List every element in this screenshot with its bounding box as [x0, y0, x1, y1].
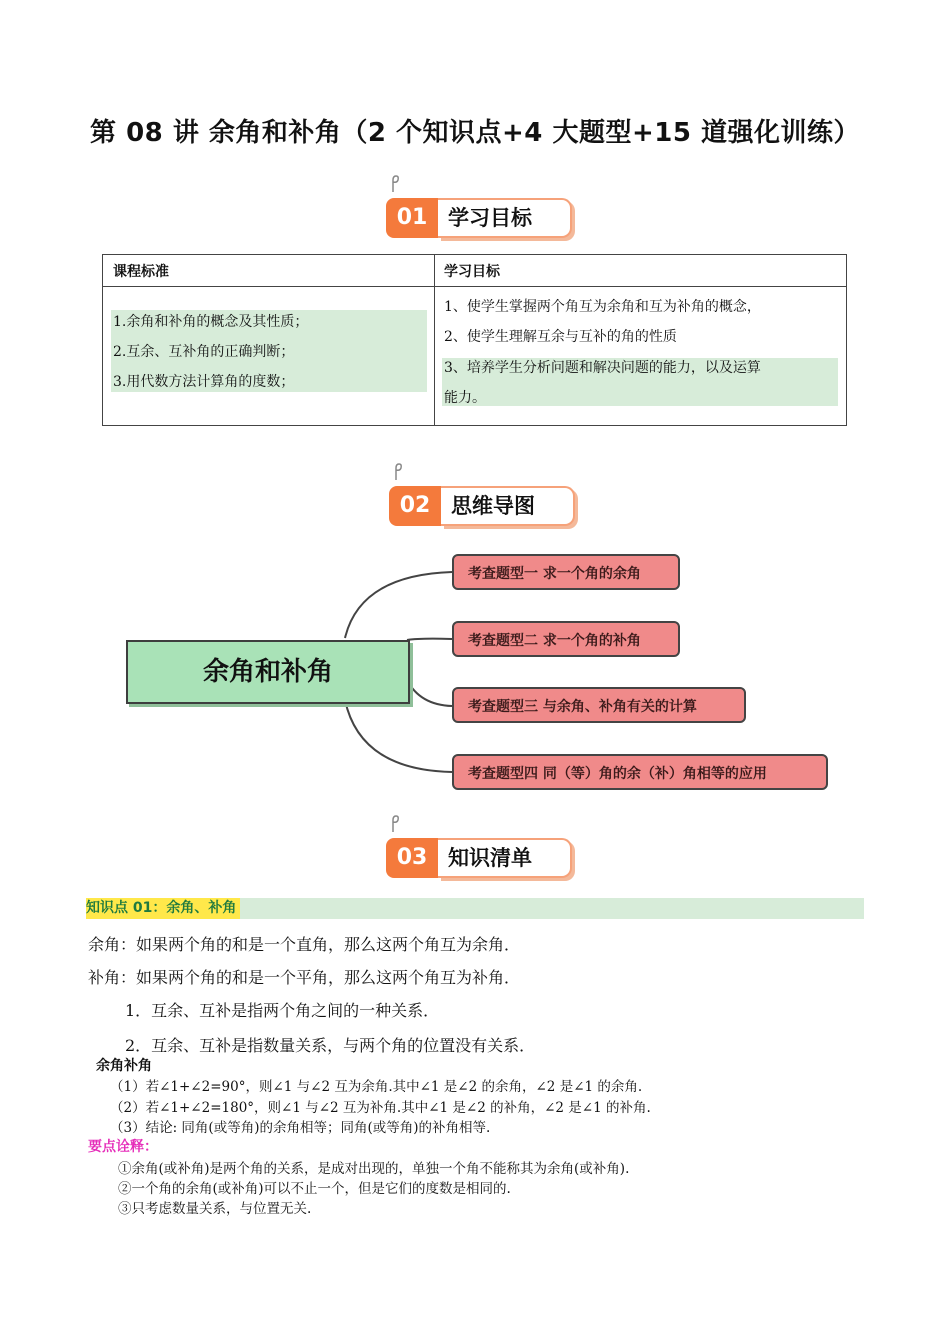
section-badge-mindmap [389, 476, 579, 526]
mindmap-branch: 考查题型二 求一个角的补角 [452, 621, 680, 657]
definition-supplementary: 补角：如果两个角的和是一个平角，那么这两个角互为补角． [88, 968, 521, 987]
mindmap-branch: 考查题型三 与余角、补角有关的计算 [452, 687, 746, 723]
section-label: 学习目标 [438, 198, 572, 238]
table-header-goals: 学习目标 [444, 264, 500, 280]
mindmap-branch: 考查题型四 同（等）角的余（补）角相等的应用 [452, 754, 828, 790]
note-item: 1．互余、互补是指两个角之间的一种关系． [125, 1001, 440, 1020]
key-point-item: ②一个角的余角(或补角)可以不止一个，但是它们的度数是相同的. [118, 1181, 511, 1197]
rule-item: （3）结论: 同角(或等角)的余角相等；同角(或等角)的补角相等. [110, 1120, 491, 1136]
note-item: 2．互余、互补是指数量关系，与两个角的位置没有关系． [125, 1036, 536, 1055]
definition-complementary: 余角：如果两个角的和是一个直角，那么这两个角互为余角． [88, 935, 521, 954]
key-points-title: 要点诠释： [88, 1139, 158, 1155]
section-label: 思维导图 [441, 486, 575, 526]
section-badge-knowledge [386, 828, 576, 878]
objectives-table [102, 254, 847, 426]
rule-item: （2）若∠1+∠2=180°，则∠1 与∠2 互为补角.其中∠1 是∠2 的补角，∠2 是∠1 的补角. [110, 1100, 651, 1116]
goal-item: 2、使学生理解互余与互补的角的性质 [444, 329, 677, 345]
subsection-title: 余角补角 [96, 1058, 152, 1074]
pin-icon [386, 174, 400, 194]
table-header-standards: 课程标准 [113, 264, 169, 280]
standard-item: 3.用代数方法计算角的度数； [113, 374, 295, 390]
goal-item: 3、培养学生分析问题和解决问题的能力，以及运算 [444, 360, 761, 376]
section-badge-objectives [386, 188, 576, 238]
key-point-item: ③只考虑数量关系，与位置无关. [118, 1201, 312, 1217]
goal-item: 能力。 [444, 390, 486, 406]
key-point-item: ①余角(或补角)是两个角的关系，是成对出现的，单独一个角不能称其为余角(或补角). [118, 1161, 630, 1177]
standard-item: 1.余角和补角的概念及其性质； [113, 314, 309, 330]
pin-icon [386, 814, 400, 834]
section-number: 02 [389, 486, 441, 526]
standard-item: 2.互余、互补角的正确判断； [113, 344, 295, 360]
section-label: 知识清单 [438, 838, 572, 878]
goal-item: 1、使学生掌握两个角互为余角和互为补角的概念， [444, 299, 761, 315]
knowledge-point-title: 知识点 01：余角、补角 [86, 898, 240, 919]
mindmap-center: 余角和补角 [126, 640, 410, 704]
pin-icon [389, 462, 403, 482]
section-number: 01 [386, 198, 438, 238]
rule-item: （1）若∠1+∠2=90°，则∠1 与∠2 互为余角.其中∠1 是∠2 的余角，∠2 是∠1 的余角. [110, 1079, 643, 1095]
section-number: 03 [386, 838, 438, 878]
mindmap-branch: 考查题型一 求一个角的余角 [452, 554, 680, 590]
page-title: 第 08 讲 余角和补角（2 个知识点+4 大题型+15 道强化训练） [90, 118, 860, 148]
